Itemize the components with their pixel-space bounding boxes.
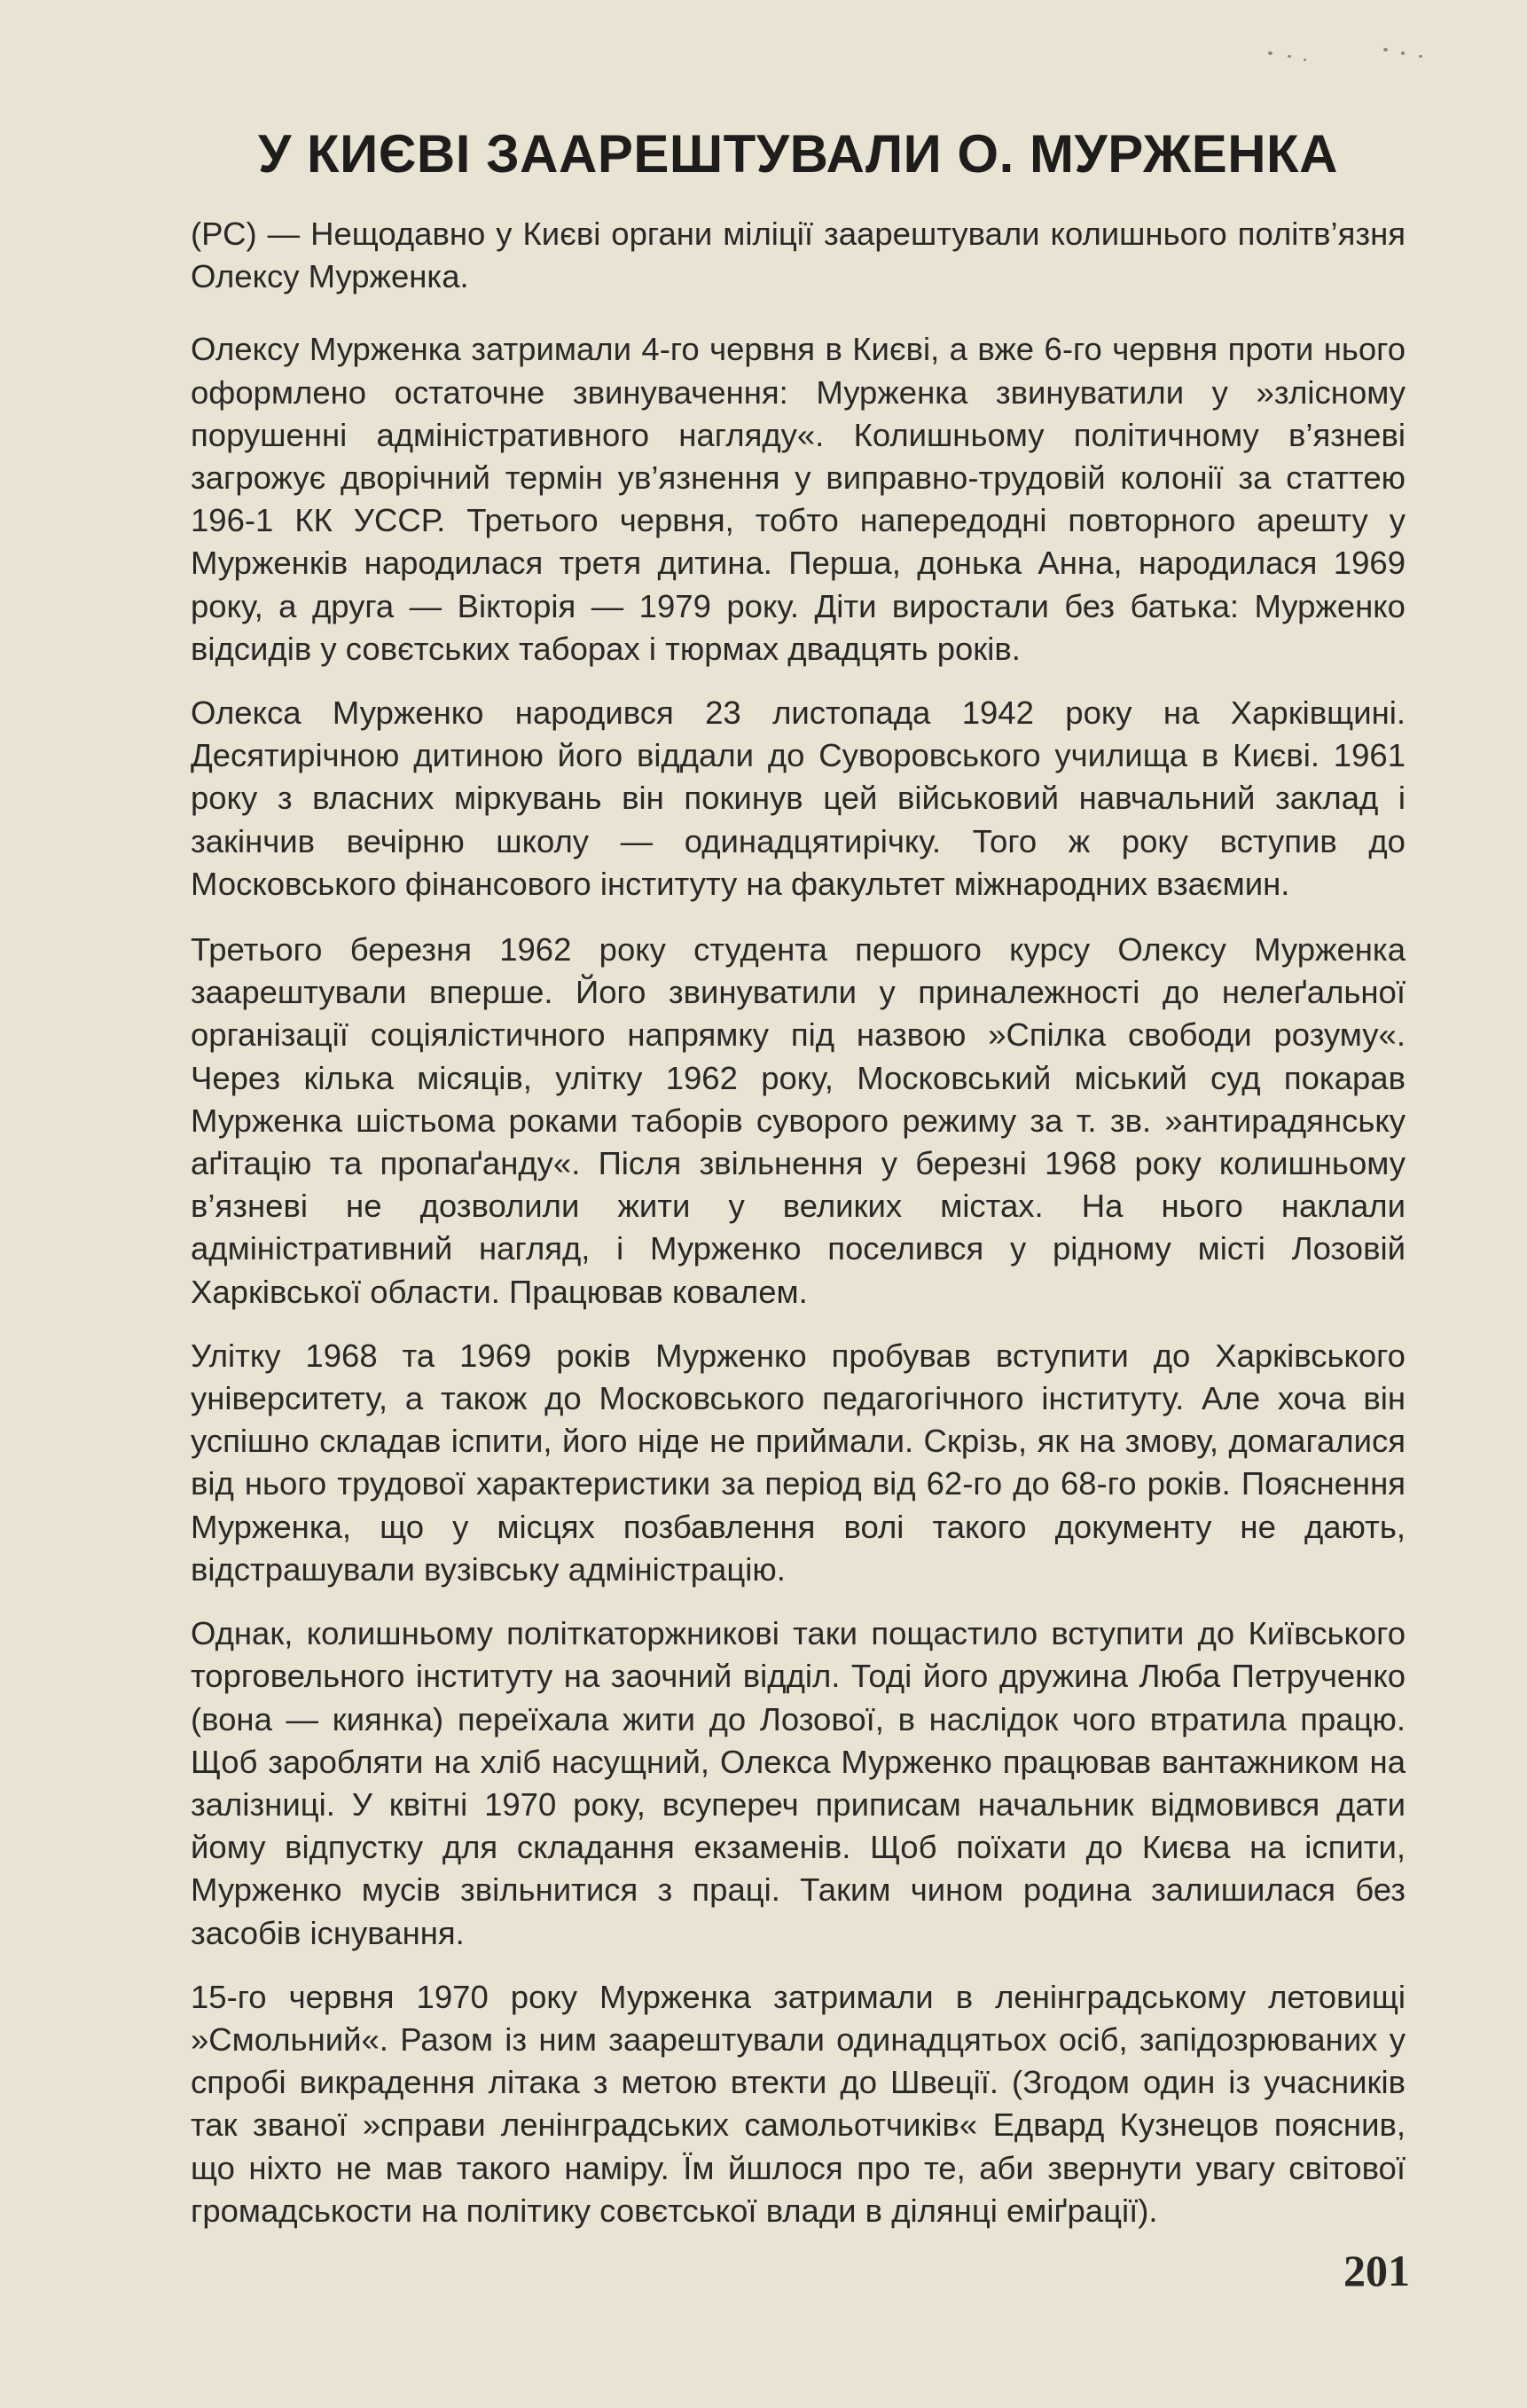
article-column [191, 121, 1406, 2232]
print-speck [1383, 48, 1388, 51]
paragraph-trade-institute: Однак, колишньому політкаторжникові таки пощастило вступити до Київського торговельного інституту на заочний відділ. Тоді його дружина Люба Петрученко (вона — киянка) переїхала жити до Лозової, в наслідок чого втратила працю. Щоб заробляти на хліб насущний, Олекса Мурженко працював вантажником на залізниці. У квітні 1970 року, всупереч приписам начальник відмовився дати йому відпустку для складання екзаменів. Щоб поїхати до Києва на іспити, Мурженко мусів звільнитися з праці. Таким чином родина залишилася без засобів існування. [191, 1615, 1406, 1951]
paragraph-arrest-details: Олексу Мурженка затримали 4-го червня в Києві, а вже 6-го червня проти нього оформлено остаточне звинувачення: Мурженка звинуватили у »злісному порушенні адміністративного нагляду«. Колишньому політичному в’язневі загрожує дворічний термін ув’язнення у виправно-трудовій колонії за статтею 196-1 КК УССР. Третього червня, тобто напередодні повторного арешту у Мурженків народилася третя дитина. Перша, донька Анна, народилася 1969 року, а друга — Вікторія — 1979 року. Діти виростали без батька: Мурженко відсидів у совєтських таборах і тюрмах двадцять років. [191, 331, 1406, 667]
print-speck [1268, 51, 1272, 55]
paragraph-biography: Олекса Мурженко народився 23 листопада 1942 року на Харківщині. Десятирічною дитиною його віддали до Суворовського училища в Києві. 1961 року з власних міркувань він покинув цей військовий навчальний заклад і закінчив вечірню школу — одинадцятирічку. Того ж року вступив до Московського фінансового інституту на факультет міжнародних взаємин. [191, 694, 1406, 902]
paragraph-intro: (РС) — Нещодавно у Києві органи міліції заарештували колишнього політв’язня Олексу Мурженка. [191, 216, 1406, 295]
paragraph-first-arrest: Третього березня 1962 року студента першого курсу Олексу Мурженка заарештували вперше. Його звинуватили у приналежності до нелеґальної організації соціялістичного напрямку під назвою »Спілка свободи розуму«. Через кілька місяців, улітку 1962 року, Московський міський суд покарав Мурженка шістьома роками таборів суворого режиму за т. зв. »антирадянську аґітацію та пропаґанду«. Після звільнення у березні 1968 року колишньому в’язневі не дозволили жити у великих містах. На нього наклали адміністративний нагляд, і Мурженко поселився у рідному місті Лозовій Харківської области. Працював ковалем. [191, 931, 1406, 1310]
print-speck [1419, 55, 1422, 58]
print-speck [1288, 55, 1291, 58]
page-number: 201 [1343, 2246, 1410, 2295]
paragraph-university-attempts: Улітку 1968 та 1969 років Мурженко пробував вступити до Харківського університету, а також до Московського педагогічного інституту. Але хоча він успішно складав іспити, його ніде не приймали. Скрізь, як на змову, домагалися від нього трудової характеристики за період від 62-го до 68-го років. Пояснення Мурженка, що у місцях позбавлення волі такого документу не дають, відстрашували вузівську адміністрацію. [191, 1337, 1406, 1588]
print-speck [1401, 51, 1405, 55]
article-title: У КИЄВІ ЗААРЕШТУВАЛИ О. МУРЖЕНКА [257, 124, 1339, 184]
print-speck [1304, 59, 1306, 61]
paragraph-leningrad-case: 15-го червня 1970 року Мурженка затримали в ленінградському летовищі »Смольний«. Разом із ним заарештували одинадцятьох осіб, запідозрюваних у спробі викрадення літака з метою втекти до Швеції. (Згодом один із учасників так званої »справи ленінградських самольотчиків« Едвард Кузнецов пояснив, що ніхто не мав такого наміру. Їм йшлося про те, аби звернути увагу світової громадськости на політику совєтської влади в ділянці еміґрації). [191, 1978, 1406, 2229]
